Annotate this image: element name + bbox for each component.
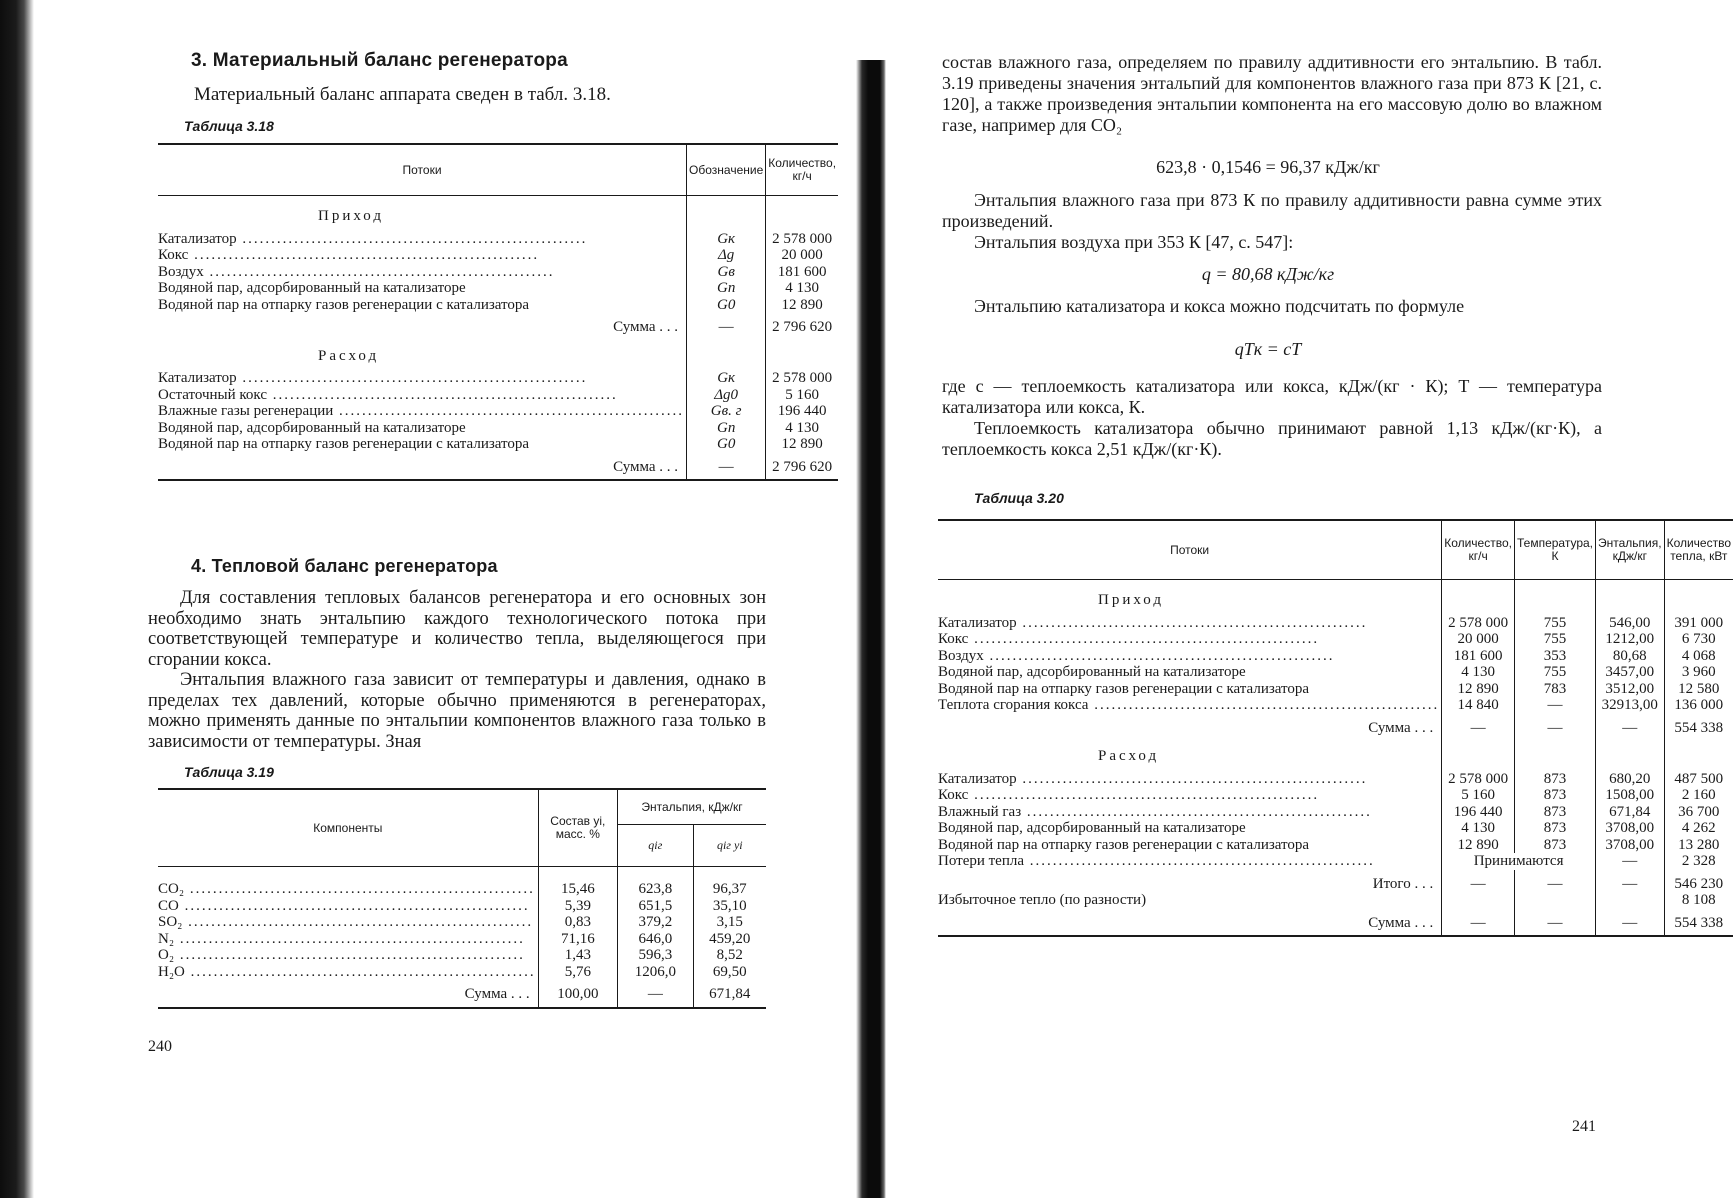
stream-symbol: Δg0 (687, 387, 766, 404)
stream-enthalpy: — (1596, 853, 1665, 870)
table-3-18 (158, 143, 838, 481)
table-row (158, 914, 766, 931)
stream-heat: 2 328 (1664, 853, 1733, 870)
stream-enthalpy: 1508,00 (1596, 787, 1665, 804)
dot-leader: ............................................................ (333, 403, 685, 419)
stream-heat: 12 580 (1664, 681, 1733, 698)
stream-name: Катализатор ............................................................ (158, 230, 588, 247)
sum-symbol: — (687, 313, 766, 336)
stream-name: Водяной пар на отпарку газов регенерации с катализатора (938, 680, 1310, 697)
dot-leader: ............................................................ (174, 930, 525, 947)
table-row (158, 297, 838, 314)
sum-quantity: 2 796 620 (766, 453, 838, 481)
group-title-outcome: Расход (318, 347, 380, 364)
sum-enthalpy: — (1596, 714, 1665, 737)
component-enthalpy: 651,5 (618, 898, 694, 915)
sum-label: Сумма . . . (158, 980, 538, 1008)
right-paragraph-1: состав влажного газа, определяем по правилу аддитивности его энтальпию. В табл. 3.19 приведены значения энтальпий для компонентов влажного газа при 873 К [21, с. 120], а также произведения энтальпии компонента на его массовую долю во влажном газе, например для CO₂ (942, 52, 1602, 135)
component-name: N₂ ............................................................ (158, 930, 525, 947)
formula-co2-product: 623,8 · 0,1546 = 96,37 кДж/кг (1156, 157, 1380, 177)
stream-quantity: 12 890 (1442, 837, 1515, 854)
sum-label: Сумма . . . (158, 453, 687, 481)
sum-product: 671,84 (693, 980, 766, 1008)
dot-leader: ............................................................ (267, 386, 618, 403)
sum-label: Сумма . . . (613, 319, 679, 335)
stream-symbol: G0 (687, 436, 766, 453)
component-name: CO ............................................................ (158, 897, 530, 914)
stream-enthalpy: 3708,00 (1596, 820, 1665, 837)
heat-loss-row (938, 853, 1733, 870)
stream-quantity: 4 130 (1442, 664, 1515, 681)
component-enthalpy: 623,8 (618, 881, 694, 898)
table-row (158, 280, 838, 297)
page-number-left: 240 (148, 1038, 172, 1055)
table-row (158, 420, 838, 437)
component-name: CO₂ ............................................................ (158, 881, 535, 897)
stream-quantity: 20 000 (766, 247, 838, 264)
table-row (158, 387, 838, 404)
table-row (158, 931, 766, 948)
stream-name: Воздух ............................................................ (158, 263, 555, 280)
col-header-qiyi: qiг yi (693, 825, 766, 867)
table-row (158, 264, 838, 281)
stream-temperature: 873 (1514, 787, 1595, 804)
dot-leader: ............................................................ (983, 647, 1335, 664)
sum-row (938, 714, 1733, 737)
empty-cell (1514, 580, 1595, 615)
component-composition: 0,83 (538, 914, 617, 931)
stream-name: Катализатор ............................................................ (158, 370, 588, 386)
table-row (938, 837, 1733, 854)
table-row (158, 370, 838, 387)
component-enthalpy: 646,0 (618, 931, 694, 948)
table-row (938, 771, 1733, 788)
stream-symbol: Gв. г (687, 403, 766, 420)
total-heat: 546 230 (1664, 870, 1733, 893)
page-number-right: 241 (1572, 1118, 1596, 1135)
stream-name: Водяной пар, адсорбированный на катализаторе (158, 419, 466, 436)
book-spine-shadow (856, 60, 886, 1198)
stream-quantity: 2 578 000 (766, 231, 838, 248)
sum-quantity: 2 796 620 (766, 313, 838, 336)
dot-leader: ............................................................ (1024, 853, 1375, 869)
col-header-quantity-320: Количество, кг/ч (1442, 520, 1515, 580)
empty-cell (687, 196, 766, 231)
stream-name: Катализатор ............................................................ (938, 770, 1368, 787)
table-row (938, 681, 1733, 698)
formula-heat-capacity: qTк = cT (1234, 339, 1302, 359)
stream-quantity: 181 600 (766, 264, 838, 281)
stream-symbol: Gп (687, 420, 766, 437)
right-page (938, 0, 1732, 1198)
stream-enthalpy: 1212,00 (1596, 631, 1665, 648)
col-header-qi: qiг (618, 825, 694, 867)
component-name: H₂O ............................................................ (158, 963, 536, 980)
stream-quantity: 12 890 (766, 297, 838, 314)
col-header-quantity: Количество, кг/ч (766, 144, 838, 196)
table-3-19 (158, 788, 766, 1009)
component-product: 96,37 (693, 881, 766, 898)
section-4-title: 4. Тепловой баланс регенератора (191, 556, 498, 576)
dot-leader: ............................................................ (178, 897, 530, 914)
component-enthalpy: 379,2 (618, 914, 694, 931)
dot-leader: ............................................................ (1016, 770, 1368, 787)
col-header-designation: Обозначение (687, 144, 766, 196)
total-row (938, 870, 1733, 893)
group-title-income: Приход (318, 208, 384, 224)
table-row (158, 881, 766, 898)
right-paragraph-2: Энтальпия влажного газа при 873 К по правилу аддитивности равна сумме этих произведений. (942, 190, 1602, 231)
stream-quantity: 20 000 (1442, 631, 1515, 648)
stream-name: Влажный газ ............................................................ (938, 803, 1372, 820)
stream-name: Остаточный кокс ............................................................ (158, 386, 618, 403)
table-3-19-label: Таблица 3.19 (184, 764, 274, 780)
right-paragraph-3: Энтальпия воздуха при 353 К [47, с. 547]: (974, 232, 1294, 252)
stream-temperature: 873 (1514, 771, 1595, 788)
table-3-18-label: Таблица 3.18 (184, 118, 274, 134)
stream-name: Водяной пар на отпарку газов регенерации с катализатора (938, 836, 1310, 853)
stream-enthalpy: 80,68 (1596, 648, 1665, 665)
stream-name: Водяной пар, адсорбированный на катализаторе (938, 820, 1246, 836)
dot-leader: ............................................................ (968, 631, 1320, 647)
scan-left-edge (0, 0, 34, 1198)
excess-heat-row (938, 892, 1733, 909)
spacer (618, 867, 694, 882)
stream-temperature: 873 (1514, 837, 1595, 854)
stream-temperature: 755 (1514, 631, 1595, 648)
sum-row (158, 453, 838, 481)
dot-leader: ............................................................ (182, 914, 534, 930)
group-title-income-row (158, 196, 838, 231)
stream-name: Водяной пар на отпарку газов регенерации с катализатора (158, 436, 530, 452)
col-header-enthalpy: Энтальпия, кДж/кг (618, 789, 766, 825)
stream-heat: 4 068 (1664, 648, 1733, 665)
stream-name: Водяной пар на отпарку газов регенерации с катализатора (158, 296, 530, 313)
stream-heat: 4 262 (1664, 820, 1733, 837)
table-row (938, 631, 1733, 648)
stream-name: Катализатор ............................................................ (938, 614, 1368, 631)
sum-symbol: — (687, 453, 766, 481)
table-row (158, 898, 766, 915)
right-paragraph-6: Теплоемкость катализатора обычно принимают равной 1,13 кДж/(кг·К), а теплоемкость кокса 2,51 кДж/(кг·К). (942, 418, 1602, 459)
component-product: 69,50 (693, 964, 766, 981)
stream-enthalpy: 546,00 (1596, 615, 1665, 632)
table-row (938, 615, 1733, 632)
component-enthalpy: 1206,0 (618, 964, 694, 981)
stream-symbol: Gв (687, 264, 766, 281)
stream-heat: 6 730 (1664, 631, 1733, 648)
empty-cell (1664, 580, 1733, 615)
stream-quantity: 5 160 (766, 387, 838, 404)
stream-enthalpy: 671,84 (1596, 804, 1665, 821)
section-3-intro: Материальный баланс аппарата сведен в табл. 3.18. (194, 84, 611, 105)
stream-quantity: 14 840 (1442, 697, 1515, 714)
total-quantity: — (1442, 870, 1515, 893)
stream-temperature: 873 (1514, 820, 1595, 837)
dot-leader: ............................................................ (1088, 697, 1440, 713)
stream-enthalpy: 3457,00 (1596, 664, 1665, 681)
col-header-enthalpy-320: Энтальпия, кДж/кг (1596, 520, 1665, 580)
empty-cell (1596, 580, 1665, 615)
sum-label: Сумма . . . (1368, 719, 1434, 736)
empty-cell (1514, 736, 1595, 771)
stream-enthalpy: 680,20 (1596, 771, 1665, 788)
table-3-20-label: Таблица 3.20 (974, 490, 1064, 506)
stream-name: Влажные газы регенерации ............................................................ (158, 403, 685, 419)
total-label: Итого . . . (1372, 875, 1434, 892)
stream-heat: 487 500 (1664, 771, 1733, 788)
sum-enthalpy: — (1596, 909, 1665, 937)
stream-heat: 13 280 (1664, 837, 1733, 854)
stream-heat: 2 160 (1664, 787, 1733, 804)
sum-temperature: — (1514, 909, 1595, 937)
stream-heat: 3 960 (1664, 664, 1733, 681)
table-row (158, 403, 838, 420)
col-header-components: Компоненты (158, 789, 538, 867)
dot-leader: ............................................................ (1021, 803, 1372, 820)
stream-quantity: 4 130 (766, 420, 838, 437)
stream-quantity: 4 130 (766, 280, 838, 297)
component-composition: 5,76 (538, 964, 617, 981)
stream-heat: 391 000 (1664, 615, 1733, 632)
table-row (938, 820, 1733, 837)
dot-leader: ............................................................ (236, 370, 588, 386)
empty-cell (1596, 736, 1665, 771)
total-enthalpy: — (1596, 870, 1665, 893)
stream-symbol: Gп (687, 280, 766, 297)
table-row (938, 697, 1733, 714)
table-row (938, 787, 1733, 804)
col-header-temperature-320: Температура, К (1514, 520, 1595, 580)
stream-temperature: 755 (1514, 664, 1595, 681)
component-product: 35,10 (693, 898, 766, 915)
right-paragraph-5: где c — теплоемкость катализатора или кокса, кДж/(кг · К); T — температура катализатора или кокса, К. (942, 376, 1602, 417)
left-page (148, 0, 837, 1198)
dot-leader: ............................................................ (184, 881, 535, 897)
table-row (158, 436, 838, 453)
total-temperature: — (1514, 870, 1595, 893)
section-4-paragraph-1: Для составления тепловых балансов регенератора и его основных зон необходимо знать энтальпию каждого технологического потока при соответствующей температуре и количество тепла, выделяющегося при сгорании кокса. (148, 588, 766, 670)
table-row (158, 947, 766, 964)
group-title-income-row (938, 580, 1733, 615)
section-4-paragraph-2: Энтальпия влажного газа зависит от температуры и давления, однако в пределах тех давлений, которые обычно применяются в регенераторах, можно применять данные по энтальпии компонентов влажного газа только в зависимости от температуры. Зная (148, 670, 766, 752)
col-header-heat-320: Количество тепла, кВт (1664, 520, 1733, 580)
stream-quantity: 196 440 (766, 403, 838, 420)
spacer (538, 867, 617, 882)
stream-name: Потери тепла ............................................................ (938, 853, 1375, 869)
stream-temperature: 755 (1514, 615, 1595, 632)
dot-leader: ............................................................ (1016, 614, 1368, 631)
heat-loss-note: Принимаются (1442, 853, 1596, 870)
sum-heat: 554 338 (1664, 909, 1733, 937)
sum-composition: 100,00 (538, 980, 617, 1008)
sum-enthalpy: — (618, 980, 694, 1008)
stream-name: Кокс ............................................................ (158, 247, 540, 263)
stream-symbol: Gк (687, 231, 766, 248)
empty-cell (1442, 580, 1515, 615)
component-name: SO₂ ............................................................ (158, 914, 534, 930)
stream-symbol: Δg (687, 247, 766, 264)
sum-quantity: — (1442, 909, 1515, 937)
stream-quantity: 2 578 000 (1442, 771, 1515, 788)
sum-row (158, 980, 766, 1008)
table-row (158, 231, 838, 248)
stream-temperature: 783 (1514, 681, 1595, 698)
table-3-18-body (158, 196, 838, 481)
stream-symbol: Gк (687, 370, 766, 387)
right-paragraph-4: Энтальпию катализатора и кокса можно подсчитать по формуле (974, 296, 1465, 316)
stream-enthalpy: 3512,00 (1596, 681, 1665, 698)
stream-enthalpy: 3708,00 (1596, 837, 1665, 854)
stream-name: Водяной пар, адсорбированный на катализаторе (938, 664, 1246, 680)
component-name: O₂ ............................................................ (158, 947, 525, 963)
spacer (158, 867, 538, 882)
table-row (158, 247, 838, 264)
col-header-streams: Потоки (158, 144, 687, 196)
component-composition: 1,43 (538, 947, 617, 964)
table-row (938, 664, 1733, 681)
empty-cell (766, 196, 838, 231)
table-row (158, 964, 766, 981)
table-row (938, 804, 1733, 821)
group-title-outcome: Расход (1098, 748, 1160, 764)
sum-heat: 554 338 (1664, 714, 1733, 737)
stream-quantity: 4 130 (1442, 820, 1515, 837)
col-header-composition: Состав yi, масс. % (538, 789, 617, 867)
dot-leader: ............................................................ (236, 230, 588, 247)
sum-temperature: — (1514, 714, 1595, 737)
dot-leader: ............................................................ (968, 787, 1320, 803)
stream-quantity: 181 600 (1442, 648, 1515, 665)
empty-cell (766, 336, 838, 371)
component-composition: 71,16 (538, 931, 617, 948)
empty-cell (1514, 892, 1595, 909)
component-enthalpy: 596,3 (618, 947, 694, 964)
stream-name: Кокс ............................................................ (938, 631, 1320, 647)
component-product: 8,52 (693, 947, 766, 964)
stream-heat: 36 700 (1664, 804, 1733, 821)
group-title-outcome-row (938, 736, 1733, 771)
empty-cell (1442, 736, 1515, 771)
table-3-20-body (938, 580, 1733, 937)
table-3-20 (938, 519, 1733, 937)
group-title-outcome-row (158, 336, 838, 371)
col-header-streams-320: Потоки (938, 520, 1442, 580)
spacer-row (158, 867, 766, 882)
sum-row (158, 313, 838, 336)
stream-temperature: — (1514, 697, 1595, 714)
stream-quantity: 12 890 (766, 436, 838, 453)
stream-quantity: 12 890 (1442, 681, 1515, 698)
stream-name: Избыточное тепло (по разности) (938, 892, 1147, 908)
empty-cell (1664, 736, 1733, 771)
component-composition: 15,46 (538, 881, 617, 898)
section-3-title: 3. Материальный баланс регенератора (191, 50, 568, 71)
component-composition: 5,39 (538, 898, 617, 915)
stream-heat: 136 000 (1664, 697, 1733, 714)
formula-air-enthalpy: q = 80,68 кДж/кг (1201, 264, 1335, 284)
component-product: 459,20 (693, 931, 766, 948)
stream-heat: 8 108 (1664, 892, 1733, 909)
empty-cell (1596, 892, 1665, 909)
stream-quantity: 2 578 000 (1442, 615, 1515, 632)
stream-enthalpy: 32913,00 (1596, 697, 1665, 714)
sum-label: Сумма . . . (938, 909, 1442, 937)
dot-leader: ............................................................ (184, 963, 536, 980)
empty-cell (1442, 892, 1515, 909)
stream-quantity: 2 578 000 (766, 370, 838, 387)
group-title-income: Приход (1098, 592, 1164, 608)
table-3-19-body (158, 867, 766, 1008)
stream-name: Кокс ............................................................ (938, 787, 1320, 803)
stream-quantity: 196 440 (1442, 804, 1515, 821)
stream-symbol: G0 (687, 297, 766, 314)
sum-quantity: — (1442, 714, 1515, 737)
spacer (693, 867, 766, 882)
dot-leader: ............................................................ (174, 947, 525, 963)
empty-cell (687, 336, 766, 371)
stream-name: Теплота сгорания кокса ............................................................ (938, 697, 1440, 713)
stream-name: Воздух ............................................................ (938, 647, 1335, 664)
stream-name: Водяной пар, адсорбированный на катализаторе (158, 280, 466, 296)
stream-temperature: 353 (1514, 648, 1595, 665)
stream-quantity: 5 160 (1442, 787, 1515, 804)
dot-leader: ............................................................ (203, 263, 555, 280)
sum-row (938, 909, 1733, 937)
dot-leader: ............................................................ (188, 247, 540, 263)
table-row (938, 648, 1733, 665)
component-product: 3,15 (693, 914, 766, 931)
stream-temperature: 873 (1514, 804, 1595, 821)
